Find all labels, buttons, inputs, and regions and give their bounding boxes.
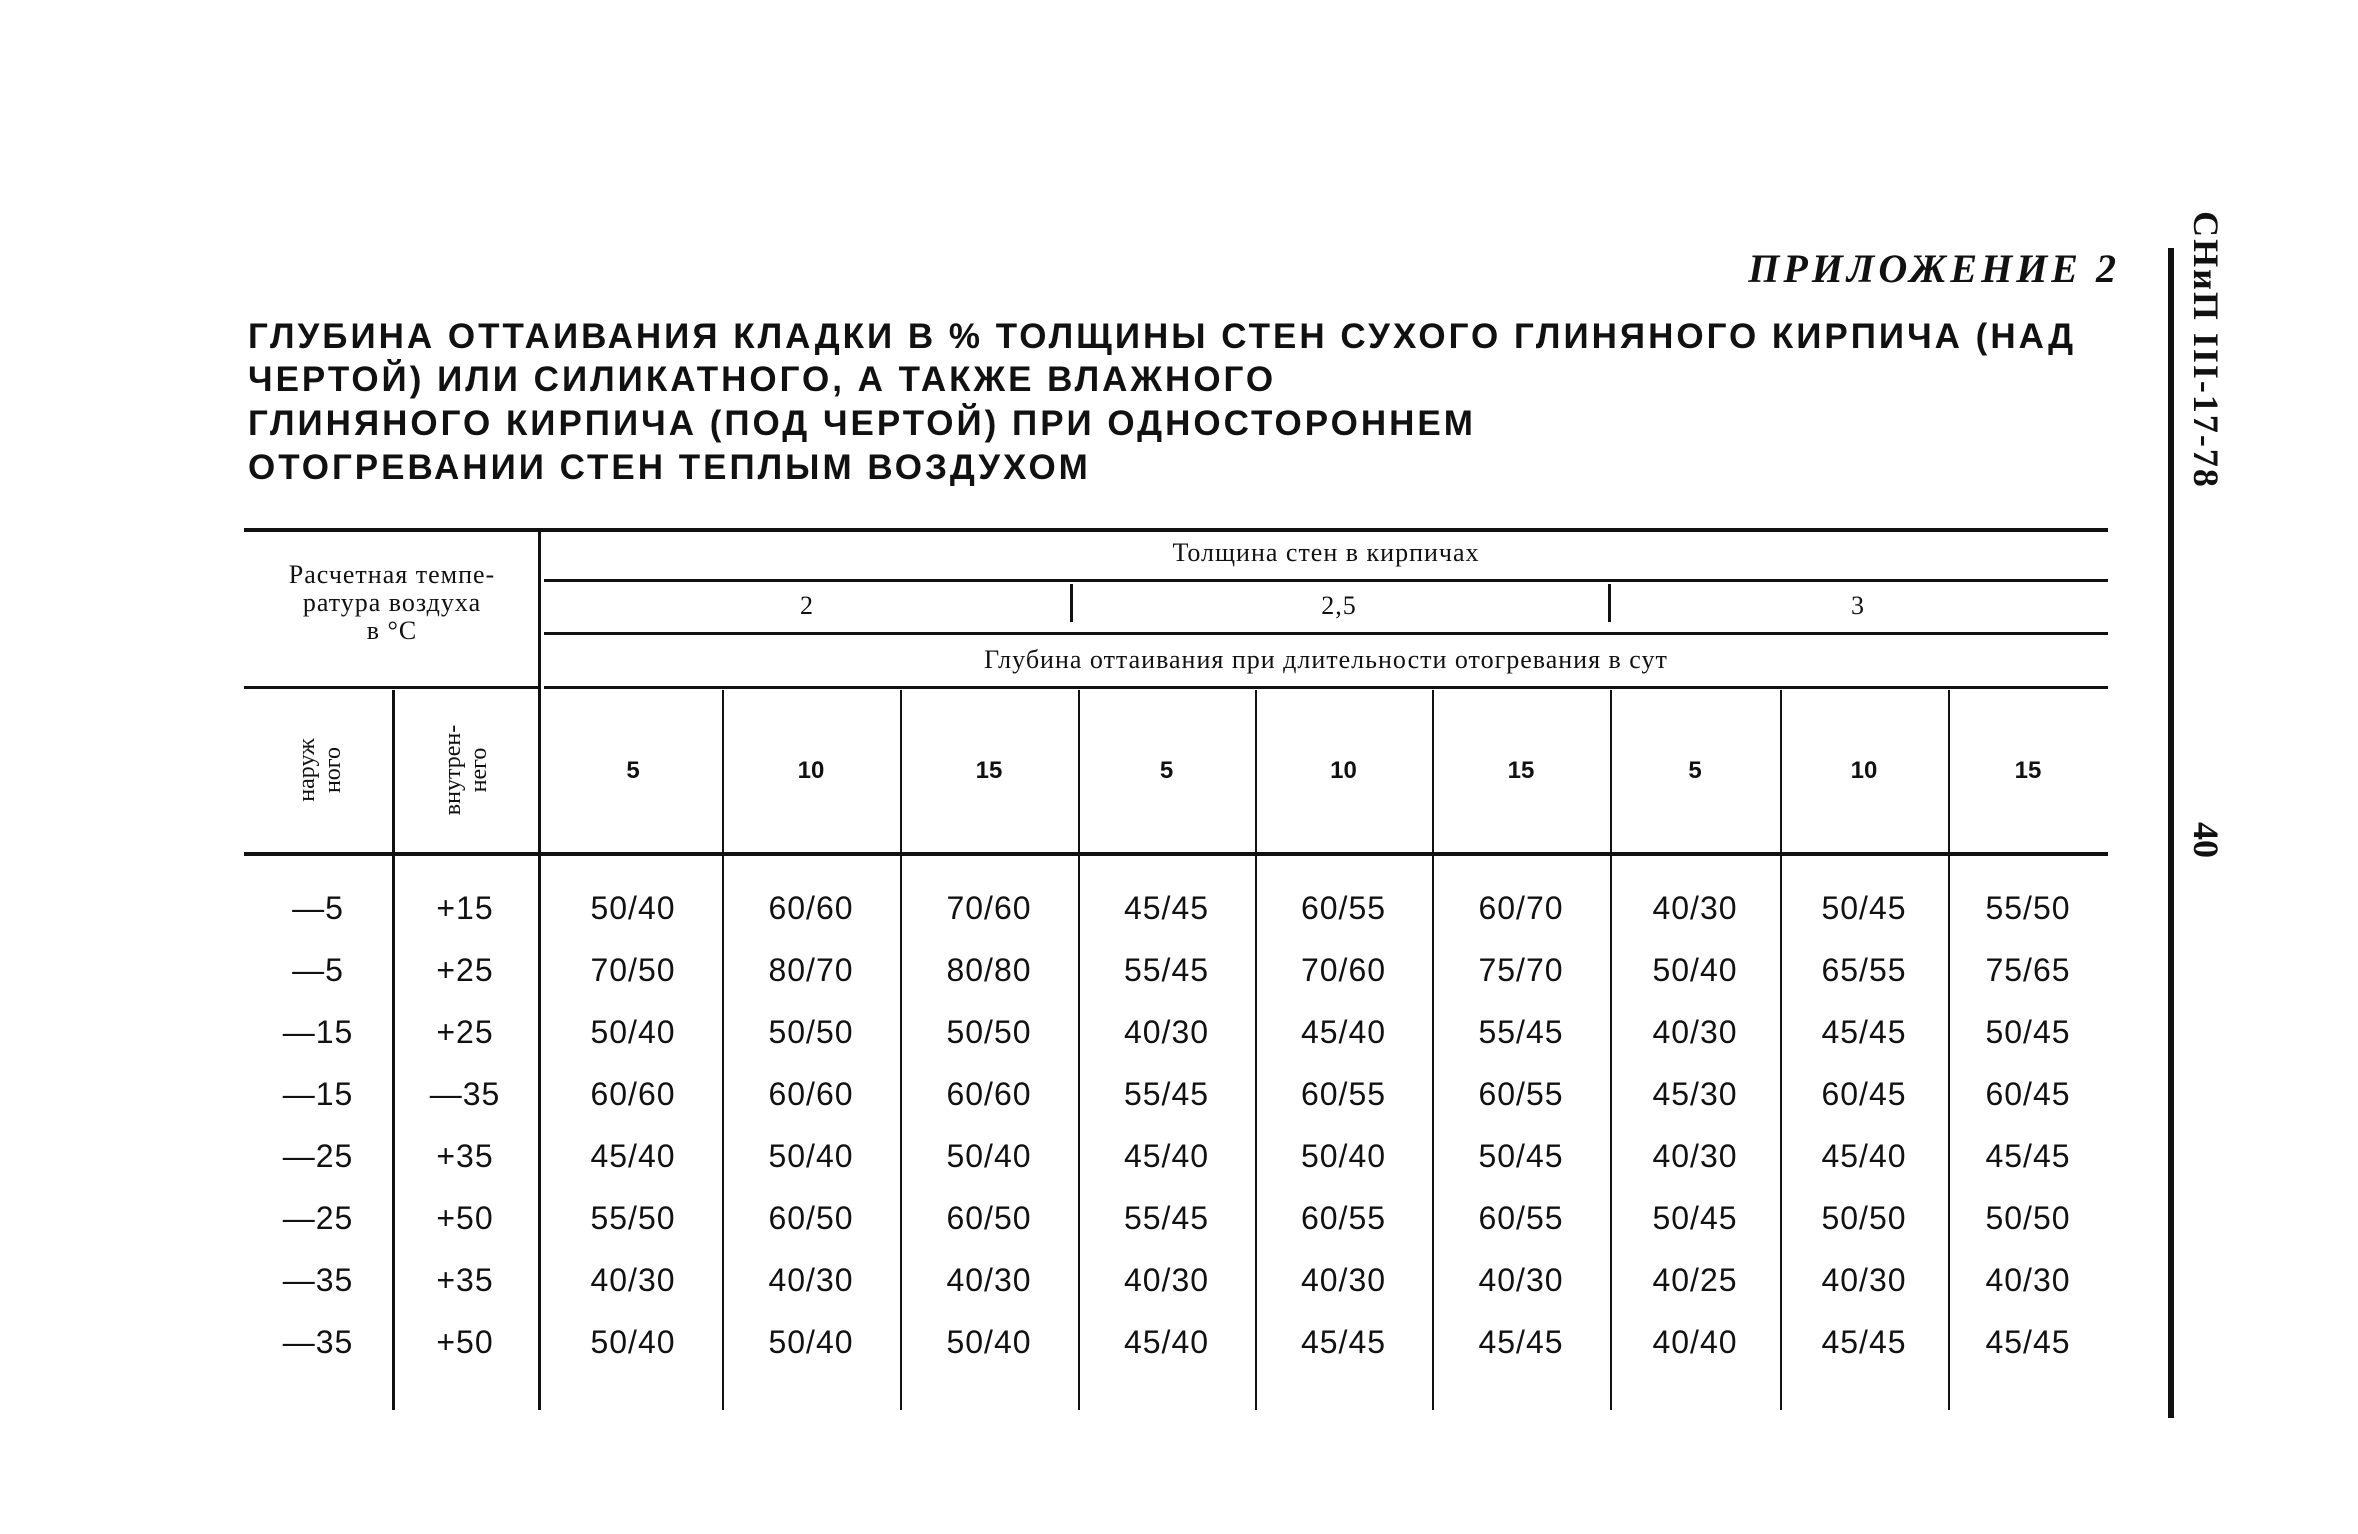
thaw-depth-cell: 60/50 <box>946 1200 1032 1236</box>
thaw-depth-cell: 45/40 <box>590 1138 676 1174</box>
inner-temp-cell: +25 <box>436 952 494 988</box>
temperature-header: в °С <box>366 616 418 645</box>
thaw-depth-cell: 60/45 <box>1821 1076 1907 1112</box>
thaw-depth-cell: 55/50 <box>1985 890 2071 926</box>
thaw-depth-cell: 45/40 <box>1300 1014 1387 1050</box>
thaw-depth-cell: 55/45 <box>1123 952 1210 988</box>
groups-rule <box>544 632 2108 635</box>
thaw-depth-cell: 60/55 <box>1300 1200 1387 1236</box>
thaw-depth-cell: 45/45 <box>1123 890 1210 926</box>
thaw-depth-cell: 70/50 <box>590 952 676 988</box>
outer-temp-cell: —25 <box>282 1200 354 1236</box>
title-line-2: ЧЕРТОЙ) ИЛИ СИЛИКАТНОГО, А ТАКЖЕ ВЛАЖНОГО <box>248 360 1277 399</box>
thickness-group: 2,5 <box>1321 591 1357 620</box>
duration-cell: 5 <box>626 757 640 784</box>
duration-cell: 15 <box>2014 757 2042 784</box>
thaw-depth-cell: 60/60 <box>946 1076 1032 1112</box>
thaw-depth-cell: 55/45 <box>1123 1076 1210 1112</box>
thaw-depth-cell: 45/45 <box>1821 1324 1907 1360</box>
thaw-depth-cell: 40/40 <box>1652 1324 1738 1360</box>
outer-temp-cell: —15 <box>282 1014 354 1050</box>
appendix-label: ПРИЛОЖЕНИЕ 2 <box>1748 246 2120 291</box>
thaw-depth-cell: 75/65 <box>1985 952 2071 988</box>
thaw-depth-cell: 50/45 <box>1821 890 1907 926</box>
thaw-depth-cell: 40/30 <box>1478 1262 1564 1298</box>
thaw-depth-cell: 50/40 <box>590 890 676 926</box>
thaw-depth-cell: 50/40 <box>768 1324 854 1360</box>
thaw-depth-cell: 80/80 <box>946 952 1032 988</box>
outer-temp-cell: —35 <box>282 1262 354 1298</box>
thaw-depth-cell: 40/30 <box>1652 890 1738 926</box>
thaw-depth-cell: 50/40 <box>768 1138 854 1174</box>
thaw-depth-cell: 50/40 <box>946 1324 1032 1360</box>
thaw-depth-cell: 60/60 <box>590 1076 676 1112</box>
thaw-depth-cell: 60/50 <box>768 1200 854 1236</box>
thaw-depth-cell: 50/50 <box>1821 1200 1907 1236</box>
thaw-depth-cell: 45/45 <box>1478 1324 1564 1360</box>
outer-temp-cell: —25 <box>282 1138 354 1174</box>
thaw-depth-cell: 40/25 <box>1652 1262 1738 1298</box>
thaw-depth-cell: 60/45 <box>1985 1076 2071 1112</box>
thaw-depth-cell: 60/55 <box>1478 1200 1564 1236</box>
temperature-header: ратура воздуха <box>302 588 482 617</box>
depth-header: Глубина оттаивания при длительности отогревания в сут <box>984 645 1668 674</box>
table-top-rule <box>244 528 2108 532</box>
thaw-depth-cell: 45/40 <box>1123 1324 1210 1360</box>
thaw-depth-cell: 40/30 <box>1652 1138 1738 1174</box>
thaw-depth-cell: 40/30 <box>1652 1014 1738 1050</box>
inner-temp-cell: +50 <box>436 1324 494 1360</box>
thaw-depth-cell: 70/60 <box>1300 952 1387 988</box>
thaw-depth-cell: 60/60 <box>768 890 854 926</box>
temp-column-rule <box>538 530 541 1410</box>
thaw-depth-cell: 45/45 <box>1985 1138 2071 1174</box>
thaw-depth-cell: 50/45 <box>1478 1138 1564 1174</box>
thaw-depth-cell: 40/30 <box>1300 1262 1387 1298</box>
duration-cell: 10 <box>797 757 825 784</box>
thaw-depth-cell: 50/50 <box>768 1014 854 1050</box>
thaw-depth-cell: 65/55 <box>1821 952 1907 988</box>
thickness-group: 2 <box>800 591 814 620</box>
thaw-depth-cell: 45/45 <box>1300 1324 1387 1360</box>
outer-temp-cell: —5 <box>292 952 344 988</box>
thaw-depth-cell: 60/55 <box>1300 1076 1387 1112</box>
thaw-depth-cell: 60/70 <box>1478 890 1564 926</box>
depth-header-rule <box>544 686 2108 689</box>
thickness-group: 3 <box>1851 591 1865 620</box>
thaw-depth-cell: 50/40 <box>1652 952 1738 988</box>
duration-cell: 5 <box>1159 757 1174 784</box>
thaw-depth-cell: 55/45 <box>1478 1014 1564 1050</box>
thaw-depth-cell: 50/50 <box>1985 1200 2071 1236</box>
outer-temp-cell: —15 <box>282 1076 354 1112</box>
thaw-depth-cell: 45/30 <box>1652 1076 1738 1112</box>
thickness-header: Толщина стен в кирпичах <box>1172 538 1480 567</box>
thaw-depth-cell: 80/70 <box>768 952 854 988</box>
outer-temp-cell: —35 <box>282 1324 354 1360</box>
thaw-depth-cell: 50/45 <box>1652 1200 1738 1236</box>
thaw-depth-cell: 55/45 <box>1123 1200 1210 1236</box>
thaw-depth-cell: 45/40 <box>1821 1138 1907 1174</box>
outer-temp-cell: —5 <box>292 890 344 926</box>
inner-temp-cell: +50 <box>436 1200 494 1236</box>
temp-header-rule <box>244 686 540 689</box>
temperature-header: Расчетная темпе- <box>288 560 496 589</box>
thaw-depth-cell: 40/30 <box>590 1262 676 1298</box>
thaw-depth-cell: 50/40 <box>590 1324 676 1360</box>
duration-cell: 15 <box>975 757 1003 784</box>
thickness-rule <box>544 579 2108 582</box>
duration-cell: 15 <box>1507 757 1535 784</box>
title-line-3: ГЛИНЯНОГО КИРПИЧА (ПОД ЧЕРТОЙ) ПРИ ОДНОСТОРОННЕМ <box>248 404 1476 443</box>
thaw-depth-cell: 40/30 <box>1123 1262 1210 1298</box>
thaw-depth-cell: 45/40 <box>1123 1138 1210 1174</box>
thaw-depth-cell: 40/30 <box>946 1262 1032 1298</box>
thaw-depth-cell: 40/30 <box>768 1262 854 1298</box>
inner-temp-cell: +35 <box>436 1262 494 1298</box>
thaw-depth-cell: 60/60 <box>768 1076 854 1112</box>
thaw-depth-cell: 55/50 <box>590 1200 676 1236</box>
side-rule <box>2168 248 2174 1418</box>
thaw-depth-cell: 60/55 <box>1300 890 1387 926</box>
duration-cell: 10 <box>1850 757 1878 784</box>
thaw-depth-cell: 40/30 <box>1985 1262 2071 1298</box>
inner-temp-cell: —35 <box>429 1076 501 1112</box>
thaw-depth-cell: 50/45 <box>1985 1014 2071 1050</box>
thaw-depth-cell: 40/30 <box>1821 1262 1907 1298</box>
inner-temp-cell: +35 <box>436 1138 494 1174</box>
thaw-depth-cell: 70/60 <box>946 890 1032 926</box>
header-bottom-rule <box>244 852 2108 856</box>
title-line-4: ОТОГРЕВАНИИ СТЕН ТЕПЛЫМ ВОЗДУХОМ <box>248 448 1091 487</box>
inner-temp-cell: +15 <box>436 890 494 926</box>
thaw-depth-cell: 50/50 <box>946 1014 1032 1050</box>
thaw-depth-cell: 60/55 <box>1478 1076 1564 1112</box>
inner-temp-cell: +25 <box>436 1014 494 1050</box>
title-line-1: ГЛУБИНА ОТТАИВАНИЯ КЛАДКИ В % ТОЛЩИНЫ СТЕН СУХОГО ГЛИНЯНОГО КИРПИЧА (НАД <box>248 317 2077 356</box>
thaw-depth-cell: 45/45 <box>1985 1324 2071 1360</box>
duration-cell: 5 <box>1688 757 1702 784</box>
thaw-depth-cell: 50/40 <box>590 1014 676 1050</box>
thaw-depth-cell: 50/40 <box>1300 1138 1387 1174</box>
thaw-depth-cell: 40/30 <box>1123 1014 1210 1050</box>
thaw-depth-cell: 45/45 <box>1821 1014 1907 1050</box>
duration-cell: 10 <box>1330 757 1357 784</box>
thaw-depth-cell: 75/70 <box>1478 952 1564 988</box>
thaw-depth-cell: 50/40 <box>946 1138 1032 1174</box>
